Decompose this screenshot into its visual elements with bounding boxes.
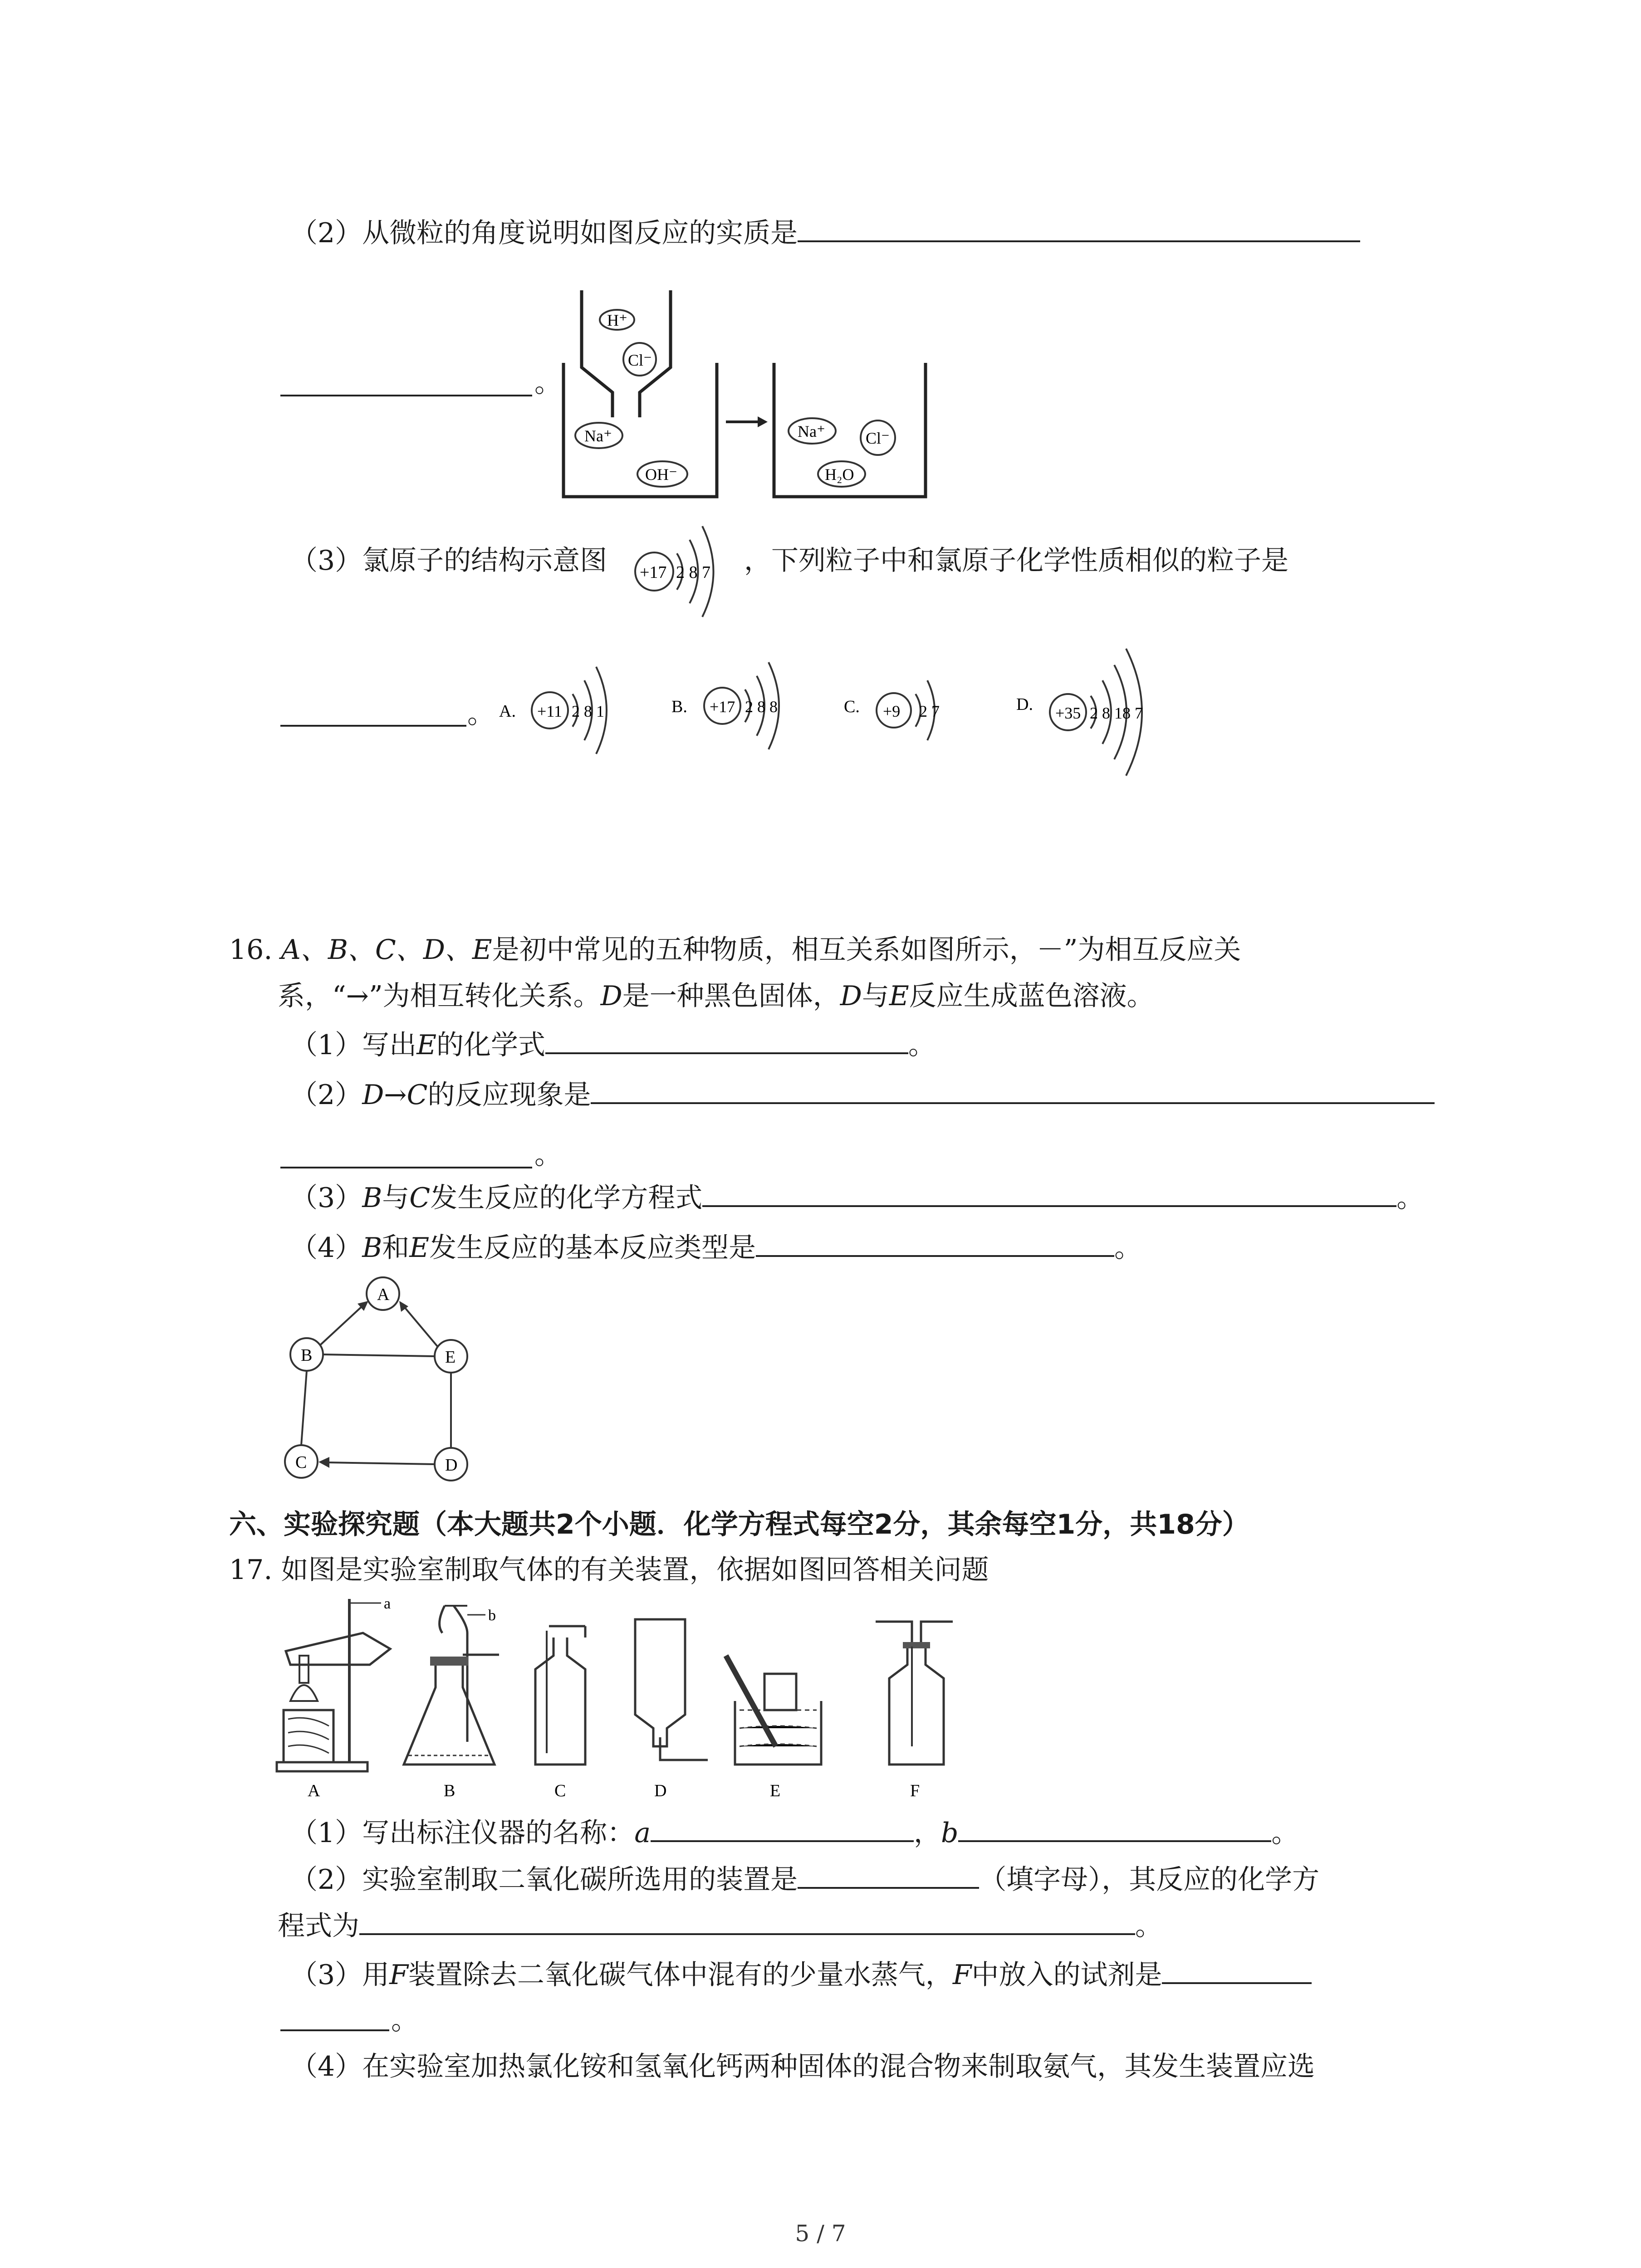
q17-q3-end: 。 [391,2004,418,2036]
svg-text:D: D [445,1456,458,1475]
dropper-left-wall [582,290,612,417]
q16-q2: （2）D→C的反应现象是 [290,1079,1435,1111]
page-number: 5 / 7 [795,2220,846,2247]
option-c-label: C. [844,697,860,716]
neutralization-figure [554,290,962,499]
q16-stem-line1: 16. A、B、C、D、E是初中常见的五种物质，相互关系如图所示，－”为相互反应关 [229,934,1241,966]
q17-q2-blank-2[interactable] [359,1911,1135,1935]
chlorine-structure-diagram [632,517,736,626]
options-diagrams [495,635,1211,789]
q15-part2-blank[interactable] [798,218,1360,242]
option-c-shells: 2 7 [919,702,940,720]
q17-q1: （1）写出标注仪器的名称：a ，b 。 [290,1817,1299,1849]
q16-q3-blank[interactable] [702,1183,1396,1207]
ion-na-right: Na⁺ [798,422,825,440]
q17-stem: 17. 如图是实验室制取气体的有关装置，依据如图回答相关问题 [229,1554,989,1586]
apparatus-label-d: D [654,1781,667,1800]
option-a-label: A. [499,702,516,721]
svg-text:A: A [377,1285,390,1304]
ion-na: Na⁺ [584,427,612,445]
q17-q1-blank-a[interactable] [651,1818,914,1842]
ion-oh: OH⁻ [645,465,677,484]
apparatus-a-base [277,1762,367,1771]
apparatus-figure [272,1597,998,1805]
option-b-label: B. [671,697,687,716]
option-d-nucleus: +35 [1055,704,1081,722]
q15-part2-text: （2）从微粒的角度说明如图反应的实质是 [290,217,1360,249]
relationship-diagram [272,1275,490,1488]
q17-q2-blank-1[interactable] [798,1864,979,1889]
svg-text:C: C [295,1453,307,1472]
option-b-nucleus: +17 [710,698,735,716]
q16-q4-blank[interactable] [756,1232,1114,1257]
q15-part2-end: 。 [534,367,562,399]
q17-q4: （4）在实验室加热氯化铵和氢氧化钙两种固体的混合物来制取氨气，其发生装置应选 [290,2051,1315,2082]
pointer-label-b: b [488,1607,496,1624]
q16-q1-blank[interactable] [545,1030,908,1054]
chlorine-nucleus: +17 [640,563,667,582]
svg-text:E: E [445,1348,456,1367]
option-d-shells: 2 8 18 7 [1090,704,1143,722]
section6-heading: 六、实验探究题（本大题共2个小题．化学方程式每空2分，其余每空1分，共18分） [229,1509,1249,1540]
q17-q2: （2）实验室制取二氧化碳所选用的装置是 （填字母），其反应的化学方 [290,1864,1320,1896]
q17-q3: （3）用F装置除去二氧化碳气体中混有的少量水蒸气，F中放入的试剂是 [290,1959,1312,1991]
pointer-label-a: a [384,1597,391,1612]
apparatus-label-e: E [770,1781,781,1800]
q15-part2-blank-2[interactable] [280,395,532,396]
apparatus-label-c: C [554,1781,566,1800]
option-a-shells: 2 8 1 [572,702,604,720]
arrow-head [758,416,768,427]
q17-q2-line2: 程式为 。 [278,1910,1162,1942]
apparatus-label-a: A [308,1781,320,1800]
ion-h: H⁺ [607,311,627,329]
q17-q3-blank-2[interactable] [280,2029,389,2031]
q16-q3: （3）B与C发生反应的化学方程式 。 [290,1182,1424,1214]
option-a-nucleus: +11 [537,702,562,720]
q15-part3-text2: ，下列粒子中和氯原子化学性质相似的粒子是 [744,545,1288,577]
q17-q3-blank[interactable] [1162,1960,1312,1984]
q15-part3-text: （3）氯原子的结构示意图 [290,545,607,577]
option-c-nucleus: +9 [883,702,901,720]
q16-stem-line2: 系，“→”为相互转化关系。D是一种黑色固体，D与E反应生成蓝色溶液。 [278,980,1154,1012]
q16-q1: （1）写出E的化学式 。 [290,1029,936,1061]
ion-cl: Cl⁻ [628,351,652,369]
q15-part3-blank[interactable] [280,725,466,727]
apparatus-label-b: B [444,1781,456,1800]
q17-q1-blank-b[interactable] [958,1818,1271,1842]
q15-part3-end: 。 [467,698,495,730]
q16-q2-end: 。 [534,1139,562,1171]
chlorine-shells: 2 8 7 [676,563,710,582]
option-d-label: D. [1016,695,1033,714]
molecule-h2o: H₂O [825,465,854,484]
q16-q2-blank-2[interactable] [280,1167,532,1168]
apparatus-label-f: F [910,1781,920,1800]
ion-cl-right: Cl⁻ [866,429,890,447]
svg-text:B: B [301,1346,313,1365]
q16-q4: （4）B和E发生反应的基本反应类型是 。 [290,1232,1142,1264]
option-b-shells: 2 8 8 [745,698,778,716]
q16-q2-blank[interactable] [591,1080,1435,1104]
